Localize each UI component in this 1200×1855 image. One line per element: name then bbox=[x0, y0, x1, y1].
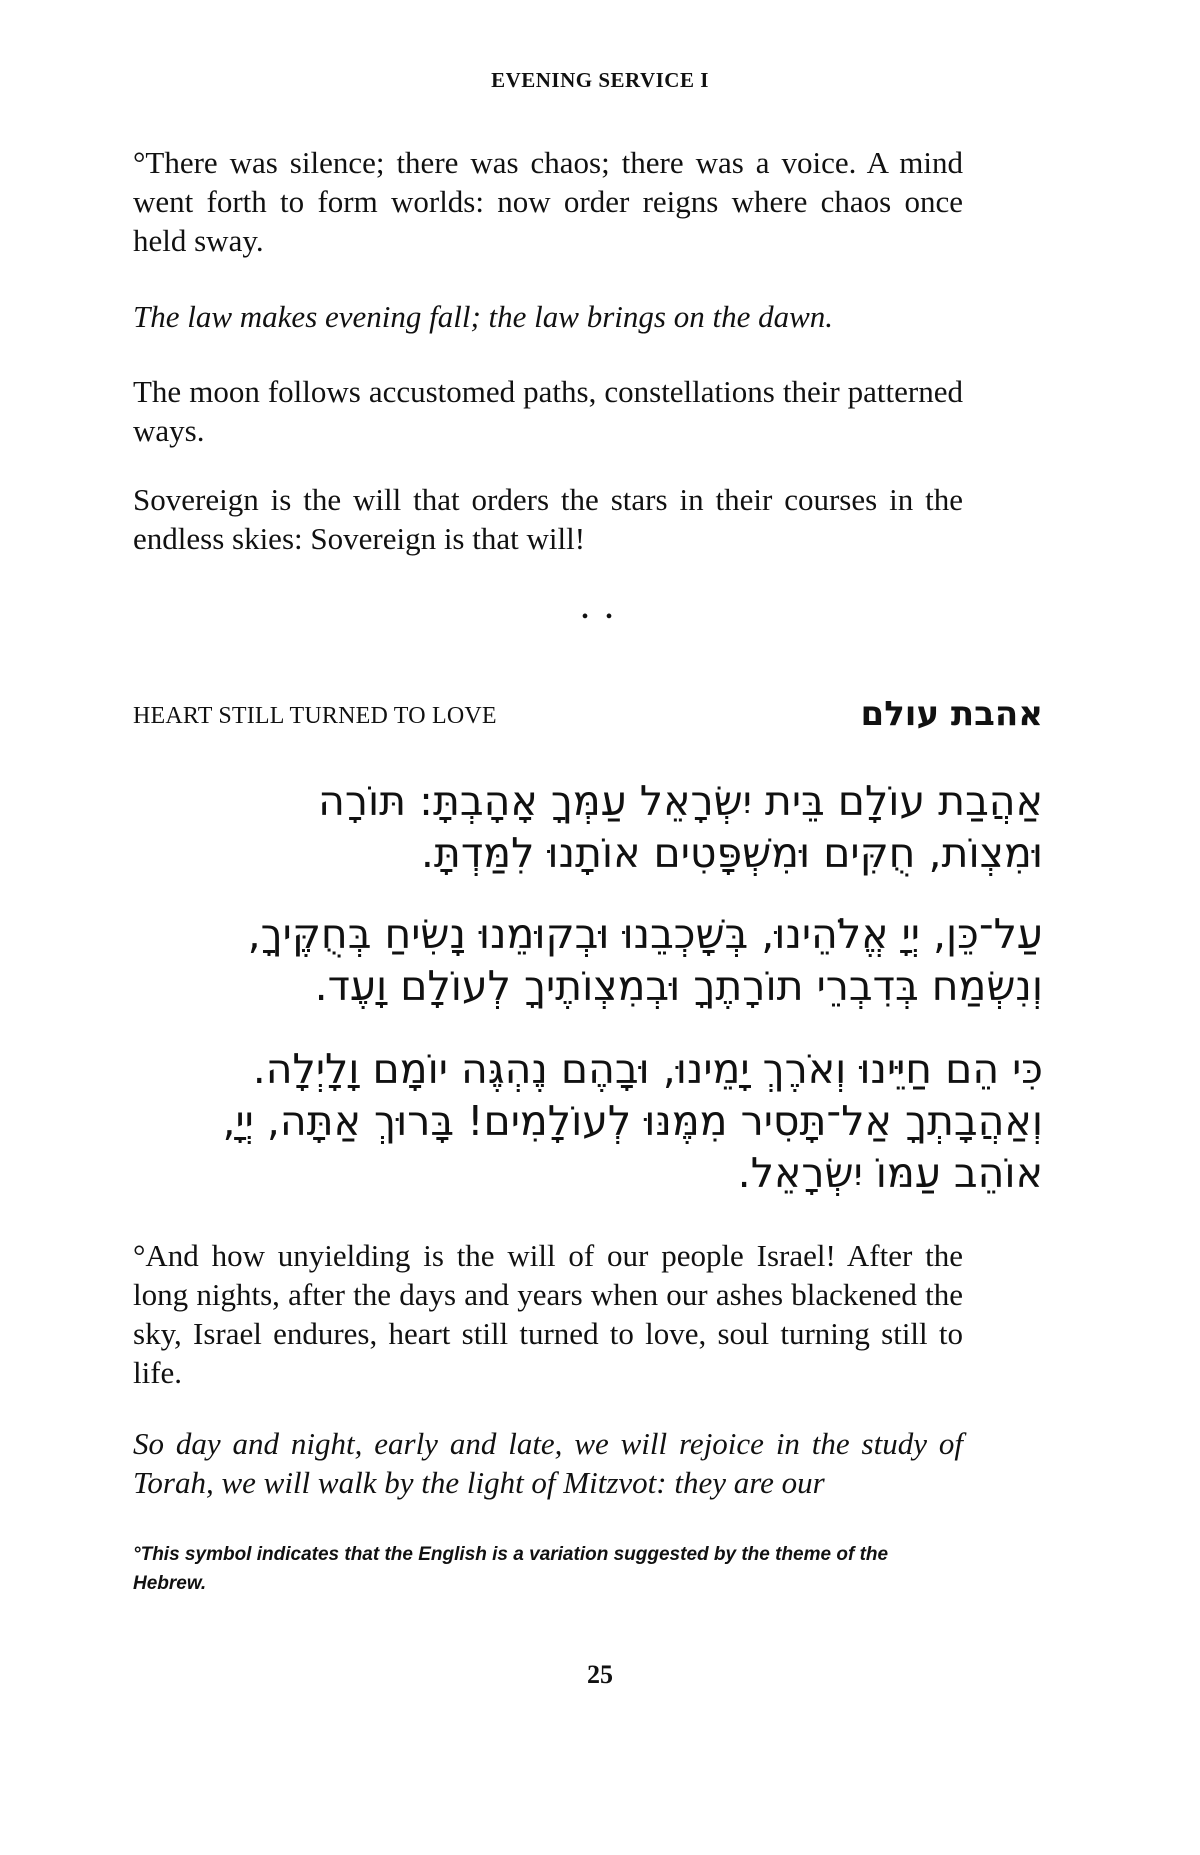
section-title-hebrew: אהבת עולם bbox=[860, 694, 1043, 734]
paragraph-moon: The moon follows accustomed paths, constellations their patterned ways. bbox=[133, 374, 963, 448]
hebrew-line: וּמִצְוֹת, חֻקִּים וּמִשְׁפָּטִים אוֹתָנוּ לִמַּדְתָּ. bbox=[420, 829, 1043, 877]
page-number: 25 bbox=[587, 1660, 613, 1689]
hebrew-line: אַהֲבַת עוֹלָם בֵּית יִשְׂרָאֵל עַמְּךָ אָהָבְתָּ: תּוֹרָה bbox=[318, 777, 1043, 825]
hebrew-line: עַל־כֵּן, יְיָ אֱלֹהֵינוּ, בְּשָׁכְבֵנוּ וּבְקוּמֵנוּ נָשִׂיחַ בְּחֻקֶּיךָ, bbox=[247, 910, 1043, 958]
section-title: HEART STILL TURNED TO LOVE bbox=[133, 703, 497, 729]
paragraph-torah: So day and night, early and late, we will rejoice in the study of Torah, we will walk by the light of Mitzvot: they are our bbox=[133, 1426, 963, 1500]
paragraph-law: The law makes evening fall; the law brings on the dawn. bbox=[133, 299, 834, 334]
running-head: EVENING SERVICE I bbox=[491, 68, 709, 92]
paragraph-silence: °There was silence; there was chaos; there was a voice. A mind went forth to form worlds: now order reigns where chaos once held sway. bbox=[133, 145, 963, 258]
paragraph-israel: °And how unyielding is the will of our people Israel! After the long nights, after the days and years when our ashes blackened the sky, Israel endures, heart still turned to love, soul turning still to life. bbox=[133, 1238, 963, 1390]
hebrew-line: כִּי הֵם חַיֵּינוּ וְאֹרֶךְ יָמֵינוּ, וּבָהֶם נֶהְגֶּה יוֹמָם וָלָיְלָה. bbox=[252, 1045, 1043, 1093]
hebrew-block-2 bbox=[133, 908, 1043, 1012]
hebrew-line: אוֹהֵב עַמּוֹ יִשְׂרָאֵל. bbox=[737, 1149, 1043, 1197]
hebrew-line: וְאַהֲבָתְךָ אַל־תָּסִיר מִמֶּנּוּ לְעוֹלָמִים! בָּרוּךְ אַתָּה, יְיָ, bbox=[222, 1097, 1043, 1145]
section-separator: • • bbox=[581, 606, 619, 628]
footnote: °This symbol indicates that the English is a variation suggested by the theme of the Hebrew. bbox=[133, 1544, 889, 1594]
paragraph-sovereign: Sovereign is the will that orders the stars in their courses in the endless skies: Sovereign is that will! bbox=[133, 482, 963, 556]
hebrew-block-1 bbox=[133, 775, 1043, 879]
hebrew-block-3 bbox=[133, 1043, 1043, 1199]
hebrew-line: וְנִשְׂמַח בְּדִבְרֵי תוֹרָתֶךָ וּבְמִצְוֹתֶיךָ לְעוֹלָם וָעֶד. bbox=[314, 962, 1043, 1010]
